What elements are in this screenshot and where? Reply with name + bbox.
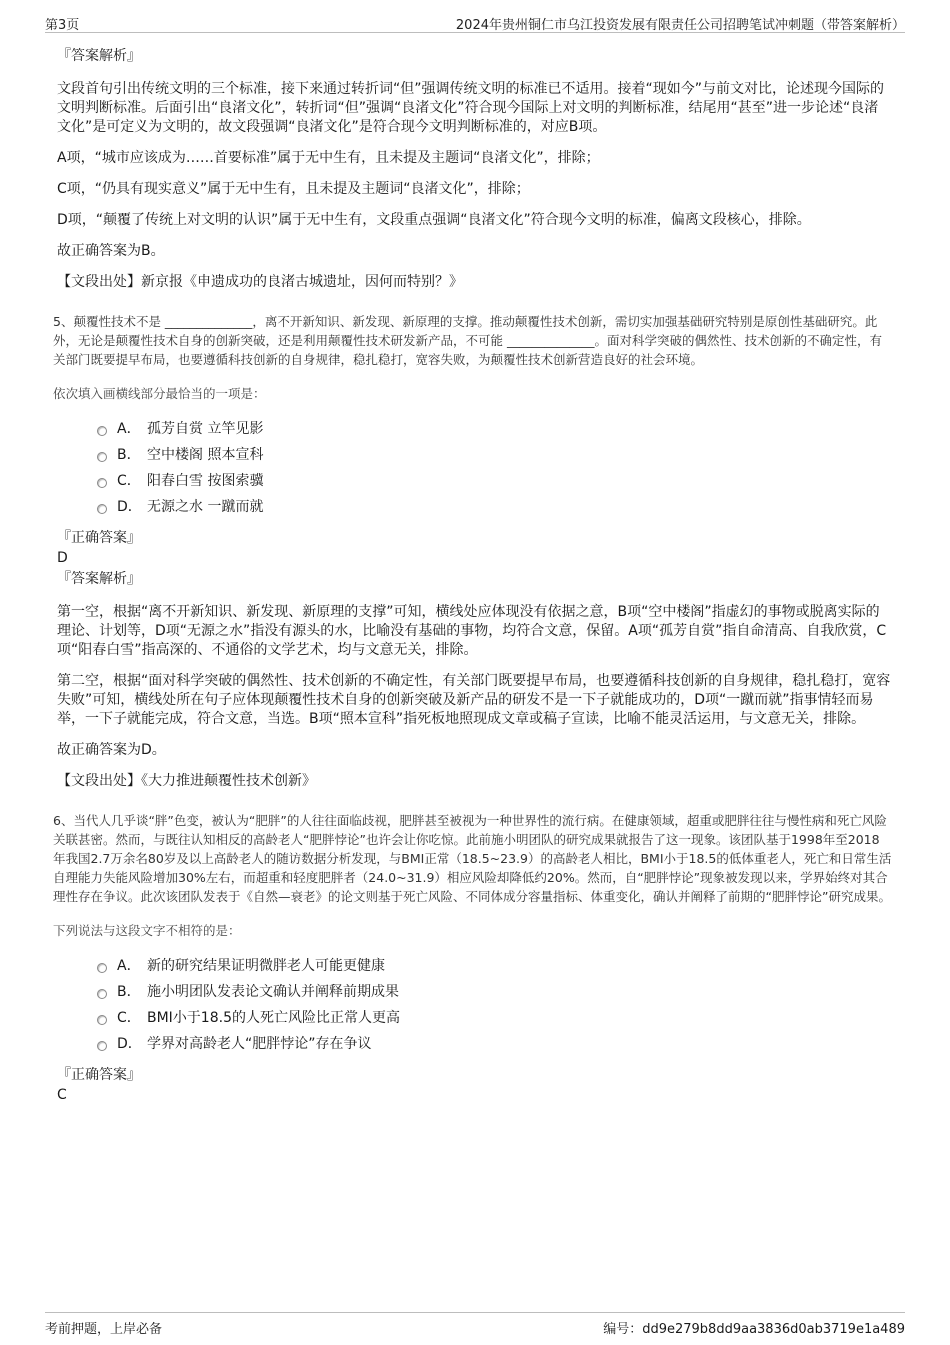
radio-icon[interactable] [97, 504, 107, 514]
option-text: 新的研究结果证明微胖老人可能更健康 [147, 958, 385, 974]
radio-icon[interactable] [97, 989, 107, 999]
q5-question-text: 5、颠覆性技术不是 ______________，离不开新知识、新发现、新原理的支撑。推动颠覆性技术创新，需切实加强基础研究特别是原创性基础研究。此外，无论是颠覆性技术自身的创新突破，还是利用颠覆性技术研发新产品，不可能 ______________。面对科学突破的偶然性、技术创新的不确定性，有关部门既要提早布局，也要遵循科技创新的自身规律，稳扎稳打，宽容失败，为颠覆性技术创新营造良好的社会环境。 [53, 314, 882, 367]
q4-analysis-label: 『答案解析』 [57, 48, 141, 64]
radio-icon[interactable] [97, 1015, 107, 1025]
option-letter: C． [117, 1010, 141, 1026]
q5-prompt: 依次填入画横线部分最恰当的一项是： [53, 386, 266, 401]
q5-source: 【文段出处】《大力推进颠覆性技术创新》 [57, 773, 316, 789]
q5-answer-label: 『正确答案』 [57, 530, 141, 546]
q5-analysis-label: 『答案解析』 [57, 571, 141, 587]
page-footer [45, 1312, 905, 1337]
option-letter: D． [117, 499, 142, 515]
option-letter: A． [117, 421, 141, 437]
q5-analysis-paragraph: 第二空，根据“面对科学突破的偶然性、技术创新的不确定性，有关部门既要提早布局，也要遵循科技创新的自身规律，稳扎稳打，宽容失败”可知，横线处所在句子应体现颠覆性技术自身的创新突破及新产品的研发不是一下子就能成功的，D项“一蹴而就”指事情轻而易举，一下子就能完成，符合文意，当选。B项“照本宣科”指死板地照现成文章或稿子宣读，比喻不能灵活运用，与文意无关，排除。 [57, 673, 891, 727]
q5-conclusion: 故正确答案为D。 [57, 742, 166, 758]
q5-analysis-paragraph: 第一空，根据“离不开新知识、新发现、新原理的支撑”可知，横线处应体现没有依据之意，B项“空中楼阁”指虚幻的事物或脱离实际的理论、计划等，D项“无源之水”指没有源头的水，比喻没有基础的事物，均符合文意，保留。A项“孤芳自赏”指自命清高、自我欣赏，C项“阳春白雪”指高深的、不通俗的文学艺术，均与文意无关，排除。 [57, 604, 887, 658]
option-text: 空中楼阁 照本宣科 [147, 447, 264, 463]
q5-option-d[interactable] [97, 497, 892, 523]
q6-option-c[interactable] [97, 1008, 892, 1034]
q6-answer-label: 『正确答案』 [57, 1067, 141, 1083]
radio-icon[interactable] [97, 426, 107, 436]
option-letter: B． [117, 984, 141, 1000]
page-header [45, 10, 905, 33]
q4-analysis-paragraph: C项，“仍具有现实意义”属于无中生有，且未提及主题词“良渚文化”，排除； [57, 181, 530, 197]
footer-slogan: 考前押题，上岸必备 [45, 1322, 163, 1337]
option-letter: B． [117, 447, 141, 463]
q5-answer: D [57, 550, 68, 566]
option-text: 孤芳自赏 立竿见影 [147, 421, 264, 437]
option-text: 施小明团队发表论文确认并阐释前期成果 [147, 984, 399, 1000]
option-letter: A． [117, 958, 141, 974]
radio-icon[interactable] [97, 963, 107, 973]
q5-options [97, 419, 892, 523]
document-title: 2024年贵州铜仁市乌江投资发展有限责任公司招聘笔试冲刺题（带答案解析） [455, 18, 905, 33]
q4-conclusion: 故正确答案为B。 [57, 243, 165, 259]
q6-prompt: 下列说法与这段文字不相符的是： [53, 923, 241, 938]
page-number: 第3页 [45, 18, 80, 33]
radio-icon[interactable] [97, 478, 107, 488]
option-text: BMI小于18.5的人死亡风险比正常人更高 [147, 1010, 400, 1026]
radio-icon[interactable] [97, 452, 107, 462]
q4-source: 【文段出处】新京报《申遗成功的良渚古城遗址，因何而特别？》 [57, 274, 463, 290]
option-text: 无源之水 一蹴而就 [147, 499, 264, 515]
radio-icon[interactable] [97, 1041, 107, 1051]
q4-analysis-paragraph: D项，“颠覆了传统上对文明的认识”属于无中生有，文段重点强调“良渚文化”符合现今文明的标准，偏离文段核心，排除。 [57, 212, 811, 228]
q5-option-b[interactable] [97, 445, 892, 471]
q4-analysis-paragraph: A项，“城市应该成为……首要标准”属于无中生有，且未提及主题词“良渚文化”，排除； [57, 150, 600, 166]
q6-options [97, 956, 892, 1060]
page-content [53, 46, 892, 1106]
q6-option-d[interactable] [97, 1034, 892, 1060]
option-letter: C． [117, 473, 141, 489]
option-text: 学界对高龄老人“肥胖悖论”存在争议 [147, 1036, 372, 1052]
q5-option-a[interactable] [97, 419, 892, 445]
q6-option-a[interactable] [97, 956, 892, 982]
document-code: 编号：dd9e279b8dd9aa3836d0ab3719e1a489 [603, 1322, 905, 1337]
q6-question-text: 6、当代人几乎谈“胖”色变，被认为“肥胖”的人往往面临歧视，肥胖甚至被视为一种世界性的流行病。在健康领域，超重或肥胖往往与慢性病和死亡风险关联甚密。然而，与既往认知相反的高龄老人“肥胖悖论”也许会让你吃惊。此前施小明团队的研究成果就报告了这一现象。该团队基于1998年至2018年我国2.7万余名80岁及以上高龄老人的随访数据分析发现，与BMI正常（18.5~23.9）的高龄老人相比，BMI小于18.5的低体重老人，死亡和日常生活自理能力失能风险增加30%左右，而超重和轻度肥胖者（24.0~31.9）相应风险却降低约20%。然而，自“肥胖悖论”现象被发现以来，学界始终对其合理性存在争议。此次该团队发表于《自然—衰老》的论文则基于死亡风险、不同体成分容量指标、体重变化，确认并阐释了前期的“肥胖悖论”研究成果。 [53, 813, 892, 904]
option-letter: D． [117, 1036, 142, 1052]
q6-option-b[interactable] [97, 982, 892, 1008]
q6-answer: C [57, 1087, 67, 1103]
q5-option-c[interactable] [97, 471, 892, 497]
option-text: 阳春白雪 按图索骥 [147, 473, 264, 489]
q4-analysis-paragraph: 文段首句引出传统文明的三个标准，接下来通过转折词“但”强调传统文明的标准已不适用。接着“现如今”与前文对比，论述现今国际的文明判断标准。后面引出“良渚文化”，转折词“但”强调“良渚文化”符合现今国际上对文明的判断标准，结尾用“甚至”进一步论述“良渚文化”是可定义为文明的，故文段强调“良渚文化”是符合现今文明判断标准的，对应B项。 [57, 81, 885, 135]
